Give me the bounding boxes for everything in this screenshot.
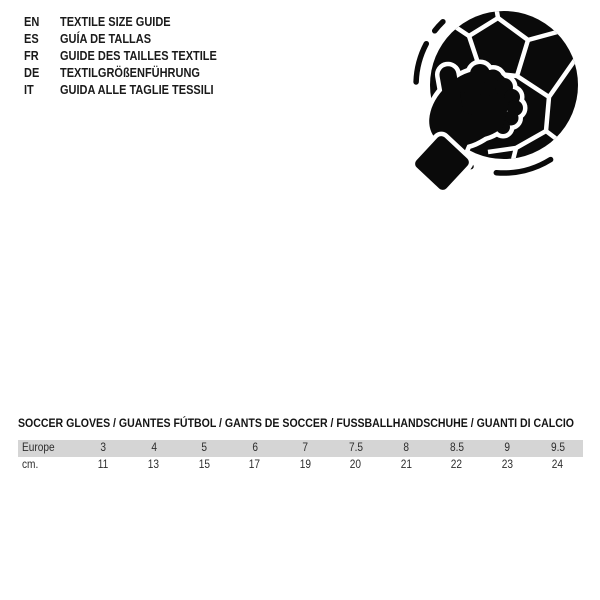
size-table-row-europe: [18, 440, 583, 457]
size-cell: 15: [198, 459, 210, 471]
language-label: TEXTILGRÖßENFÜHRUNG: [60, 66, 200, 80]
size-cell: 7: [302, 442, 309, 454]
language-label: GUIDA ALLE TAGLIE TESSILI: [60, 83, 214, 97]
goalkeeper-glove-ball-icon: [400, 0, 590, 212]
size-cell: 21: [400, 459, 412, 471]
language-guide-list: [24, 14, 238, 99]
size-cell: 22: [451, 459, 463, 471]
size-table-title: SOCCER GLOVES / GUANTES FÚTBOL / GANTS DE SOCCER / FUSSBALLHANDSCHUHE / GUANTI DI CALCIO: [18, 416, 574, 430]
size-cell: 7.5: [348, 442, 363, 454]
language-code: IT: [24, 83, 34, 97]
size-cell: 5: [201, 442, 208, 454]
size-cell: 8: [403, 442, 410, 454]
row-label-cm: cm.: [22, 459, 39, 471]
language-label: TEXTILE SIZE GUIDE: [60, 15, 171, 29]
language-label: GUIDE DES TAILLES TEXTILE: [60, 49, 217, 63]
language-item-es: [24, 31, 238, 48]
size-cell: 3: [100, 442, 107, 454]
language-item-en: [24, 14, 238, 31]
size-table: [18, 440, 583, 474]
size-cell: 4: [150, 442, 157, 454]
size-cell: 13: [148, 459, 160, 471]
size-cell: 19: [299, 459, 311, 471]
language-code: FR: [24, 49, 39, 63]
language-item-de: [24, 65, 238, 82]
size-cell: 6: [251, 442, 258, 454]
language-code: DE: [24, 66, 40, 80]
language-item-it: [24, 82, 238, 99]
language-code: EN: [24, 15, 40, 29]
language-item-fr: [24, 48, 238, 65]
size-cell: 17: [249, 459, 261, 471]
size-table-row-cm: [18, 457, 583, 474]
size-cell: 11: [97, 459, 109, 471]
size-cell: 8.5: [449, 442, 464, 454]
size-cell: 23: [501, 459, 513, 471]
size-cell: 9: [504, 442, 511, 454]
row-label-europe: Europe: [22, 442, 55, 454]
size-cell: 9.5: [550, 442, 565, 454]
size-table-section: [18, 416, 583, 474]
size-cell: 24: [552, 459, 564, 471]
language-code: ES: [24, 32, 39, 46]
size-cell: 20: [350, 459, 362, 471]
language-label: GUÍA DE TALLAS: [60, 32, 152, 46]
